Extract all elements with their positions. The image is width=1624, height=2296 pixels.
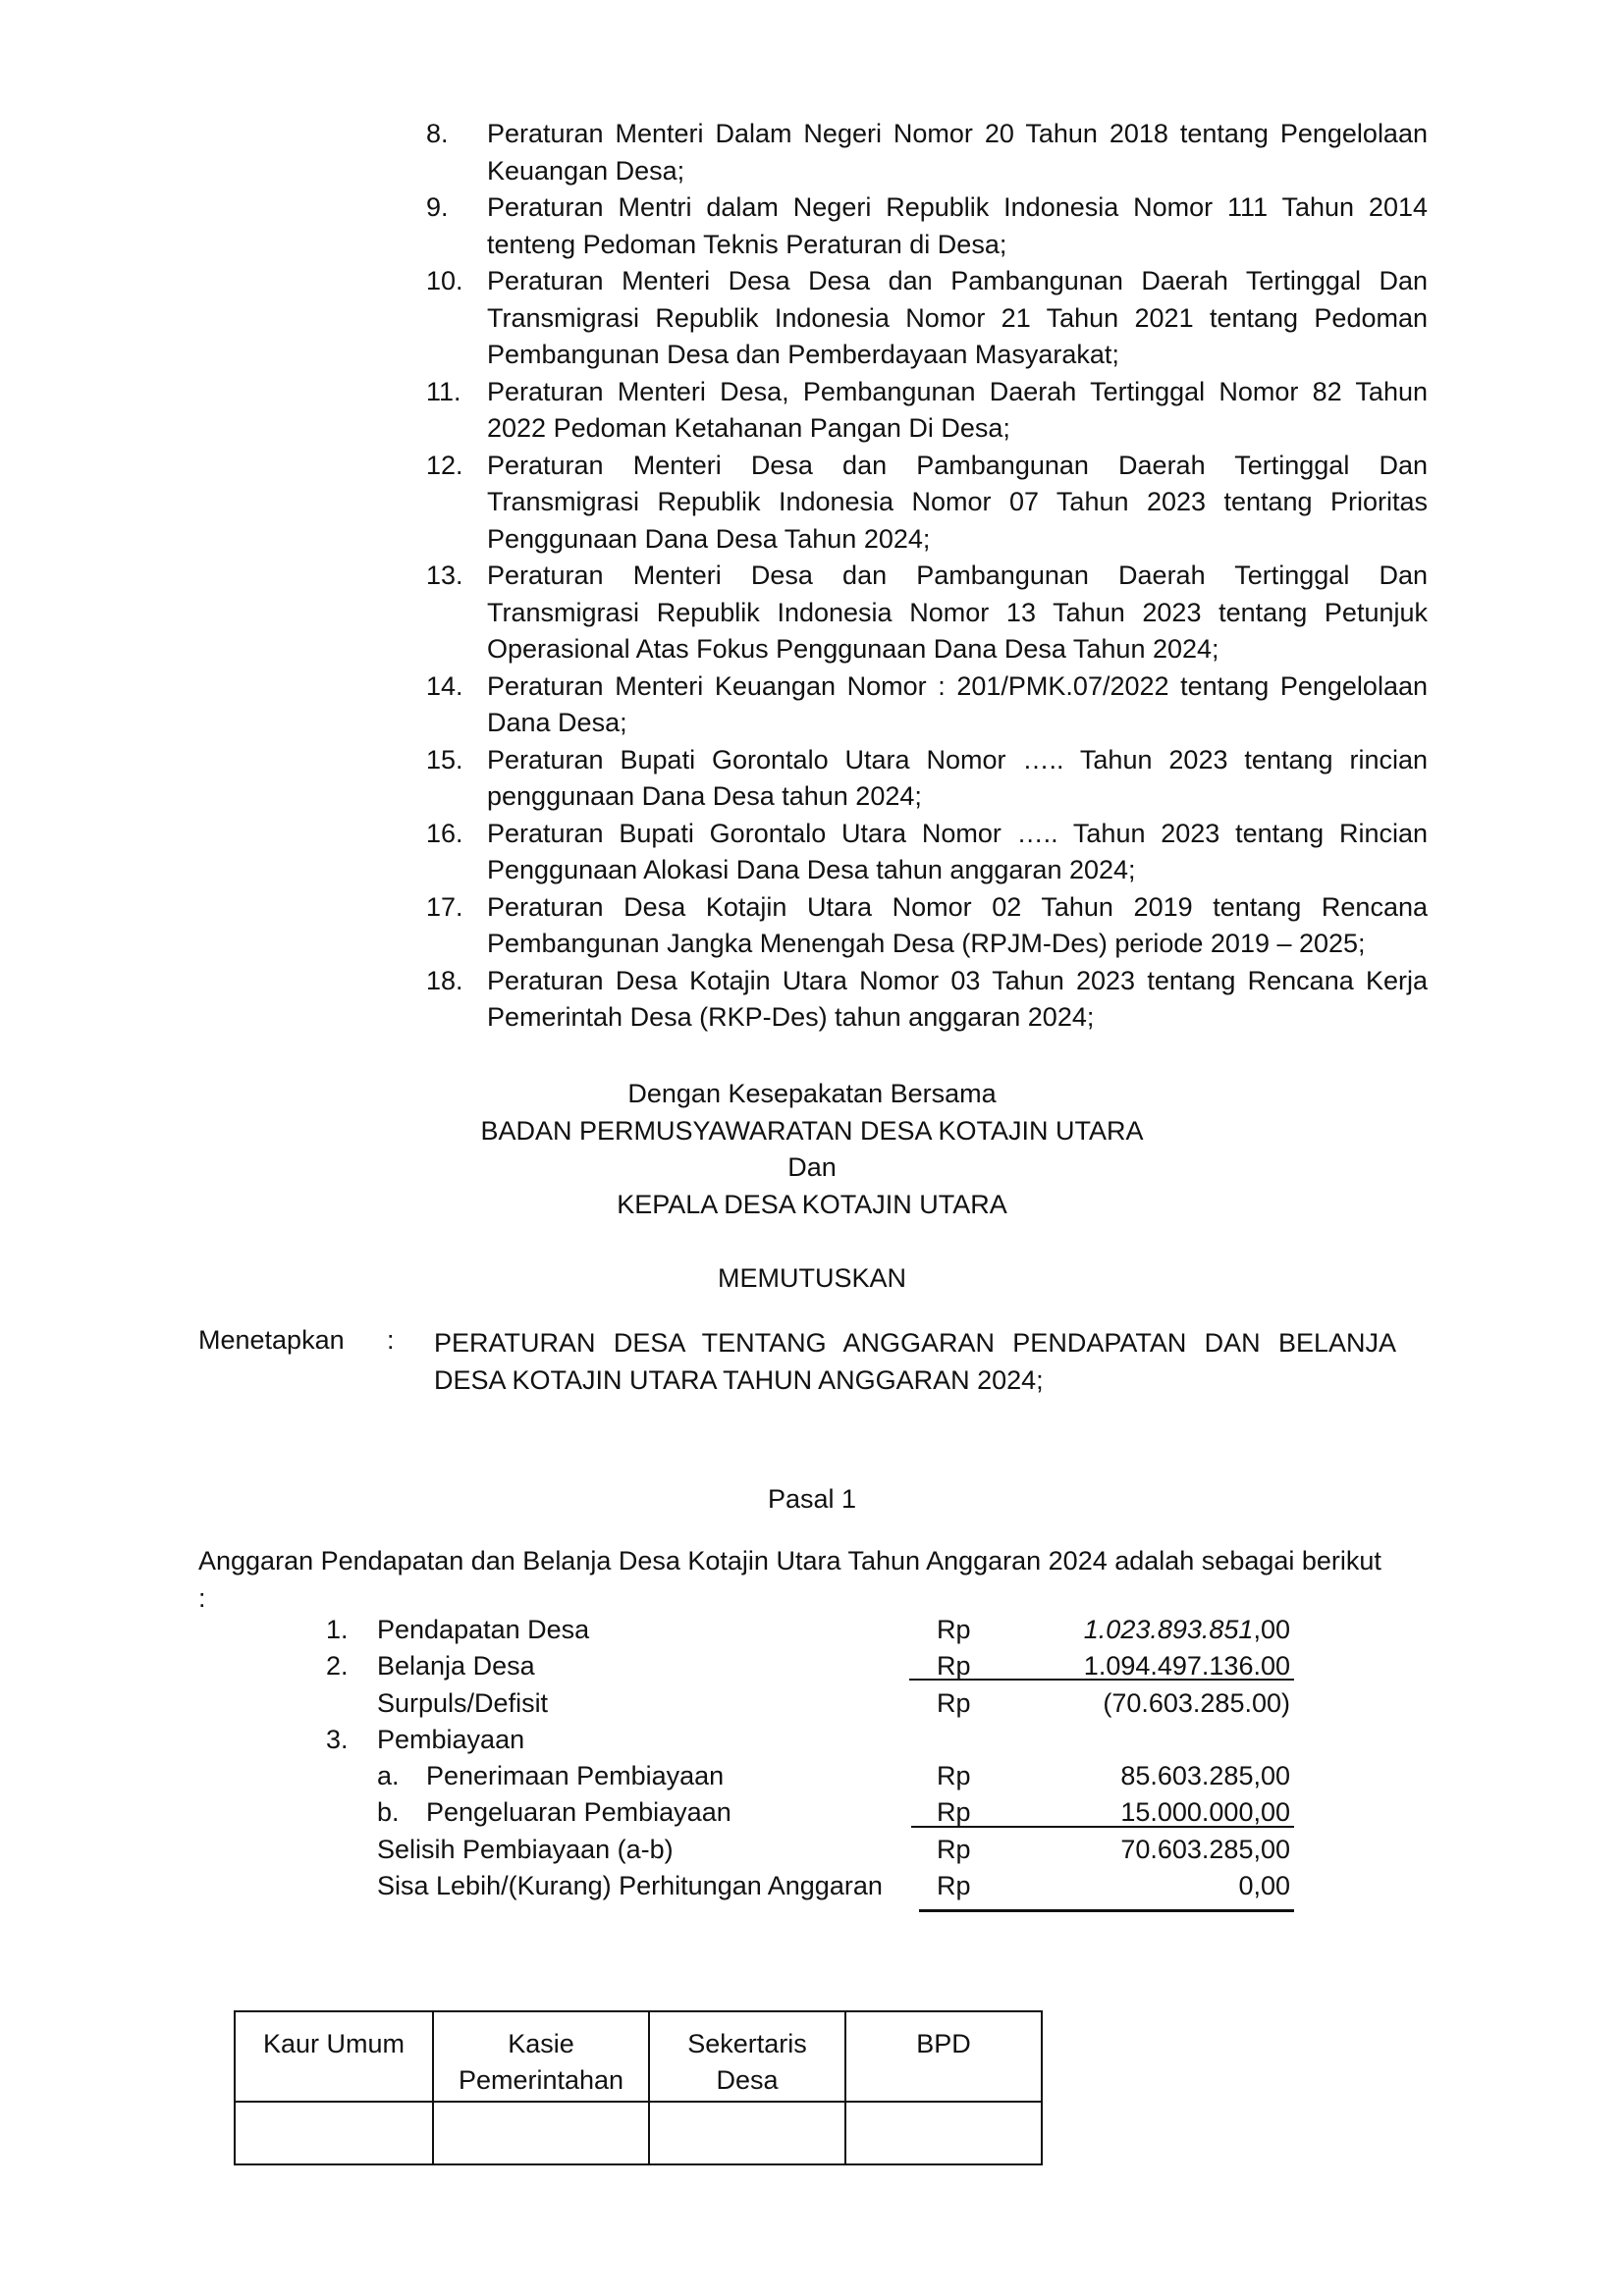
list-item — [426, 116, 1428, 189]
list-item-text: Peraturan Bupati Gorontalo Utara Nomor ….. Tahun 2023 tentang rincian penggunaan Dana Desa tahun 2024; — [487, 744, 1428, 811]
list-item — [426, 263, 1428, 374]
row-value — [982, 1615, 1290, 1645]
budget-row-penerimaan — [0, 1761, 1624, 1797]
list-item-number: 18. — [426, 965, 463, 995]
budget-row-sisa — [0, 1871, 1624, 1907]
list-item — [426, 889, 1428, 963]
list-item-text: Peraturan Menteri Keuangan Nomor : 201/PMK.07/2022 tentang Pengelolaan Dana Desa; — [487, 670, 1428, 737]
decision-heading: MEMUTUSKAN — [717, 1263, 906, 1293]
agreement-line-2: BADAN PERMUSYAWARATAN DESA KOTAJIN UTARA — [480, 1116, 1144, 1146]
row-label: Pembiayaan — [377, 1725, 525, 1754]
list-item-number: 11. — [426, 376, 461, 406]
row-value: (70.603.285.00) — [1103, 1688, 1290, 1718]
regulation-list — [426, 116, 1428, 1037]
currency-label: Rp — [937, 1615, 971, 1644]
list-item-number: 16. — [426, 818, 463, 848]
row-label: Belanja Desa — [377, 1651, 535, 1681]
signature-cell — [235, 2102, 433, 2164]
budget-row-surplus — [0, 1688, 1624, 1725]
signature-cell — [845, 2102, 1042, 2164]
row-value: 15.000.000,00 — [1120, 1797, 1290, 1827]
row-number: 1. — [326, 1615, 349, 1644]
list-item-text: Peraturan Menteri Desa, Pembangunan Daerah Tertinggal Nomor 82 Tahun 2022 Pedoman Ketahanan Pangan Di Desa; — [487, 376, 1428, 443]
currency-label: Rp — [937, 1835, 971, 1864]
row-value: 0,00 — [1238, 1871, 1290, 1900]
budget-row-belanja — [0, 1651, 1624, 1687]
list-item-number: 17. — [426, 891, 463, 922]
list-item-text: Peraturan Menteri Dalam Negeri Nomor 20 Tahun 2018 tentang Pengelolaan Keuangan Desa; — [487, 119, 1428, 186]
divider-sisa — [919, 1909, 1294, 1912]
row-letter: a. — [377, 1761, 400, 1790]
sign-header-kasie — [433, 2011, 649, 2102]
menetapkan-colon: : — [387, 1325, 395, 1355]
signature-cell — [433, 2102, 649, 2164]
list-item — [426, 374, 1428, 448]
budget-row-pengeluaran — [0, 1797, 1624, 1834]
list-item — [426, 742, 1428, 816]
sign-header-label: BPD — [916, 2029, 971, 2058]
menetapkan-text: PERATURAN DESA TENTANG ANGGARAN PENDAPATAN DAN BELANJA DESA KOTAJIN UTARA TAHUN ANGGARAN 2024; — [434, 1328, 1396, 1395]
table-row — [235, 2102, 1042, 2164]
row-number: 2. — [326, 1651, 349, 1681]
list-item-text: Peraturan Desa Kotajin Utara Nomor 02 Tahun 2019 tentang Rencana Pembangunan Jangka Menengah Desa (RPJM-Des) periode 2019 – 2025; — [487, 891, 1428, 958]
agreement-line-4: KEPALA DESA KOTAJIN UTARA — [617, 1190, 1007, 1219]
article-intro-line: Anggaran Pendapatan dan Belanja Desa Kotajin Utara Tahun Anggaran 2024 adalah sebagai berikut — [198, 1546, 1381, 1575]
row-label: Pendapatan Desa — [377, 1615, 590, 1644]
list-item — [426, 189, 1428, 263]
row-letter: b. — [377, 1797, 400, 1827]
table-row — [235, 2011, 1042, 2102]
row-value: 85.603.285,00 — [1120, 1761, 1290, 1790]
sign-header-label: Kasie — [508, 2029, 574, 2058]
list-item — [426, 963, 1428, 1037]
sign-header-bpd — [845, 2011, 1042, 2102]
signature-table — [234, 2010, 1043, 2165]
sign-header-label: Desa — [716, 2065, 779, 2095]
list-item — [426, 668, 1428, 742]
currency-label: Rp — [937, 1651, 971, 1681]
list-item-number: 9. — [426, 192, 449, 222]
divider-belanja — [911, 1679, 1294, 1681]
row-value: 1.094.497.136.00 — [1083, 1651, 1290, 1681]
list-item-text: Peraturan Bupati Gorontalo Utara Nomor ….. Tahun 2023 tentang Rincian Penggunaan Alokasi Dana Desa tahun anggaran 2024; — [487, 818, 1428, 884]
row-value-main: 1.023.893.851 — [1083, 1615, 1254, 1644]
row-label: Pengeluaran Pembiayaan — [426, 1797, 731, 1827]
list-item — [426, 448, 1428, 559]
list-item-text: Peraturan Menteri Desa Desa dan Pambangunan Daerah Tertinggal Dan Transmigrasi Republik Indonesia Nomor 21 Tahun 2021 tentang Pedoman Pembangunan Desa dan Pemberdayaan Masyarakat; — [487, 266, 1428, 369]
currency-label: Rp — [937, 1871, 971, 1900]
sign-header-label: Sekertaris — [687, 2029, 807, 2058]
list-item-number: 12. — [426, 450, 463, 480]
budget-row-selisih — [0, 1835, 1624, 1871]
currency-label: Rp — [937, 1688, 971, 1718]
signature-cell — [649, 2102, 845, 2164]
list-item-text: Peraturan Mentri dalam Negeri Republik Indonesia Nomor 111 Tahun 2014 tenteng Pedoman Teknis Peraturan di Desa; — [487, 192, 1428, 259]
sign-header-kaur-umum — [235, 2011, 433, 2102]
article-intro — [198, 1543, 1445, 1617]
menetapkan-label: Menetapkan — [198, 1325, 345, 1355]
row-value: 70.603.285,00 — [1120, 1835, 1290, 1864]
list-item-number: 8. — [426, 119, 449, 148]
row-label: Selisih Pembiayaan (a-b) — [377, 1835, 674, 1864]
sign-header-label: Kaur Umum — [262, 2029, 406, 2058]
list-item-number: 14. — [426, 670, 463, 701]
article-intro-colon: : — [198, 1582, 206, 1613]
budget-row-pembiayaan — [0, 1725, 1624, 1761]
agreement-line-3: Dan — [787, 1152, 837, 1182]
list-item-text: Peraturan Menteri Desa dan Pambangunan Daerah Tertinggal Dan Transmigrasi Republik Indonesia Nomor 07 Tahun 2023 tentang Prioritas Penggunaan Dana Desa Tahun 2024; — [487, 450, 1428, 554]
row-label: Surpuls/Defisit — [377, 1688, 549, 1718]
row-number: 3. — [326, 1725, 349, 1754]
row-label: Penerimaan Pembiayaan — [426, 1761, 725, 1790]
list-item — [426, 558, 1428, 668]
budget-row-pendapatan — [0, 1615, 1624, 1651]
sign-header-sekertaris — [649, 2011, 845, 2102]
list-item-number: 13. — [426, 561, 463, 590]
row-label: Sisa Lebih/(Kurang) Perhitungan Anggaran — [377, 1871, 883, 1900]
divider-pengeluaran — [911, 1826, 1294, 1828]
list-item-number: 15. — [426, 744, 463, 774]
list-item-number: 10. — [426, 266, 463, 295]
list-item — [426, 816, 1428, 889]
currency-label: Rp — [937, 1761, 971, 1790]
sign-header-label: Pemerintahan — [458, 2065, 624, 2095]
currency-label: Rp — [937, 1797, 971, 1827]
list-item-text: Peraturan Desa Kotajin Utara Nomor 03 Tahun 2023 tentang Rencana Kerja Pemerintah Desa (RKP-Des) tahun anggaran 2024; — [487, 965, 1428, 1032]
list-item-text: Peraturan Menteri Desa dan Pambangunan Daerah Tertinggal Dan Transmigrasi Republik Indonesia Nomor 13 Tahun 2023 tentang Petunjuk Operasional Atas Fokus Penggunaan Dana Desa Tahun 2024; — [487, 561, 1428, 664]
row-value-tail: ,00 — [1253, 1615, 1290, 1644]
article-title: Pasal 1 — [767, 1484, 857, 1514]
agreement-line-1: Dengan Kesepakatan Bersama — [627, 1079, 997, 1108]
